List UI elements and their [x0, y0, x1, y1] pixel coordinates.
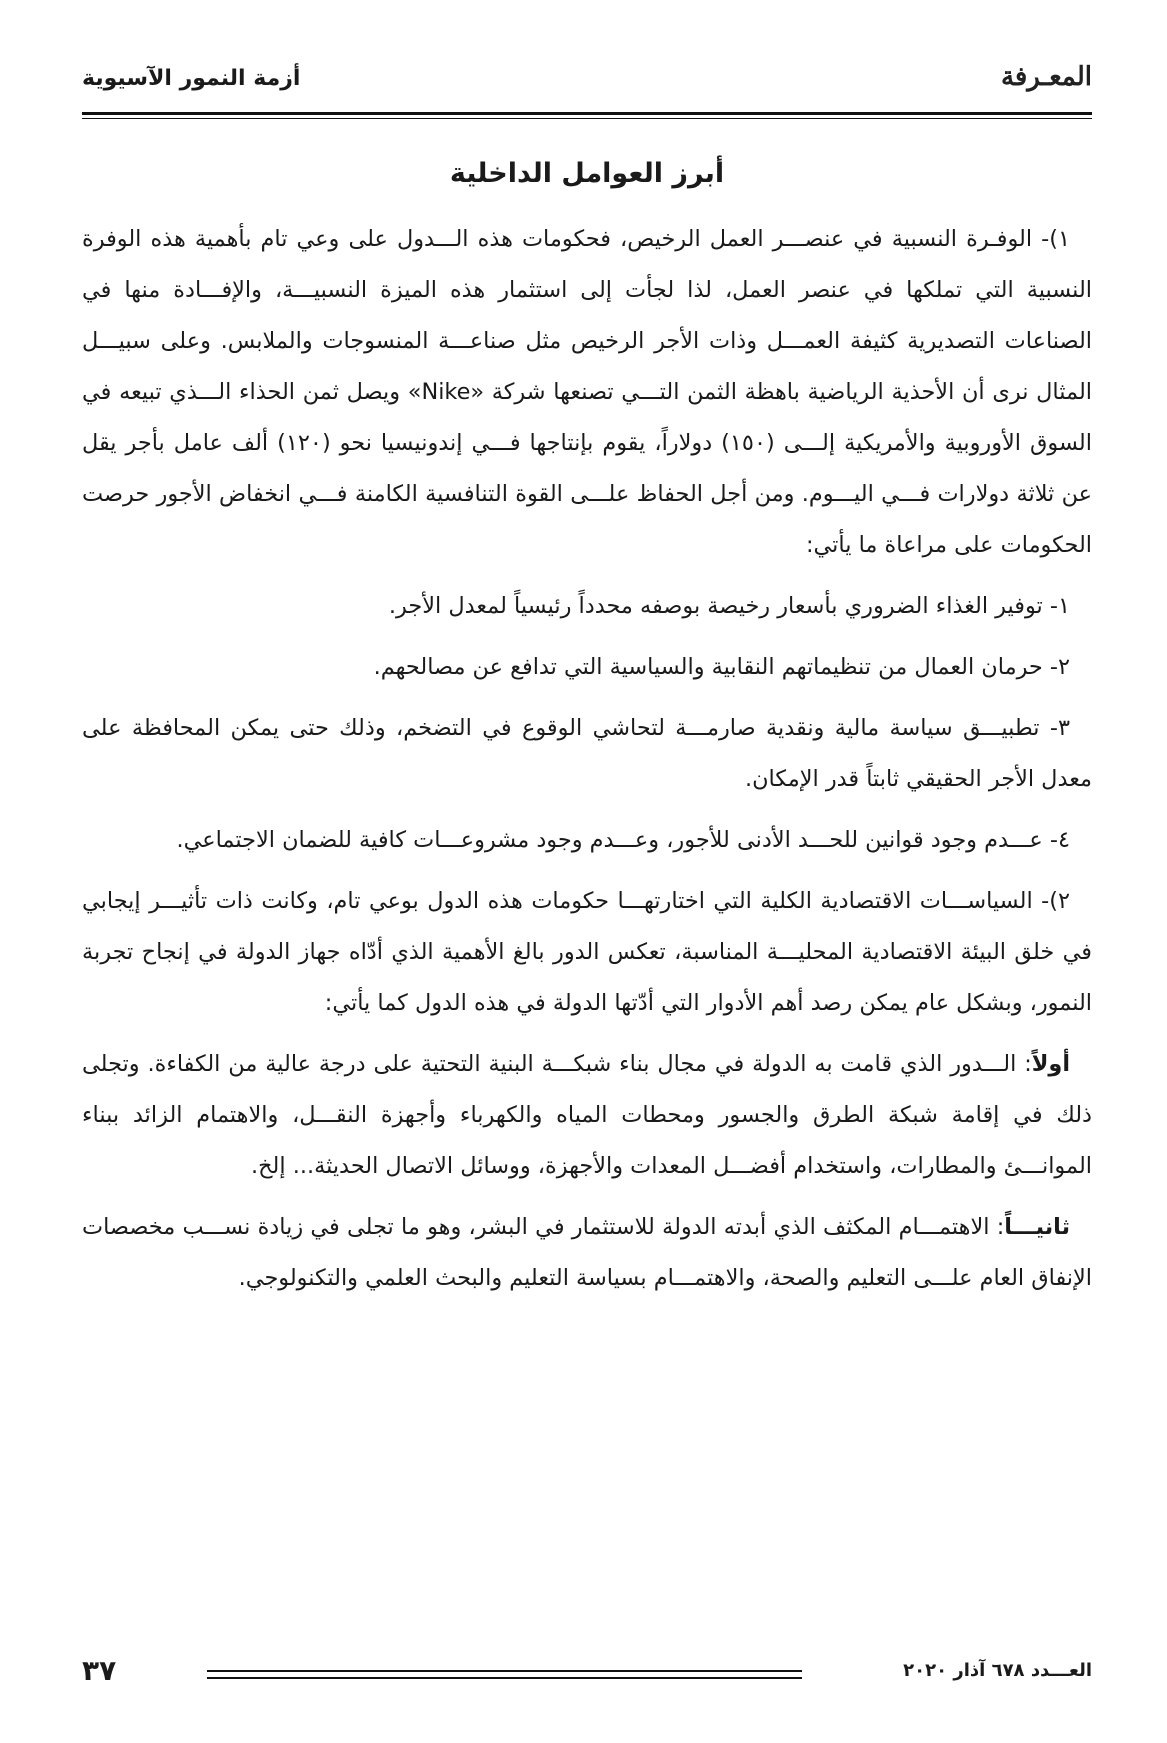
list-item-3: ٣- تطبيـــق سياسة مالية ونقدية صارمـــة لتحاشي الوقوع في التضخم، وذلك حتى يمكن المحافظة على معدل الأجر الحقيقي ثابتاً قدر الإمكان.	[82, 715, 1092, 792]
paragraph-second	[82, 1202, 1092, 1304]
list-item-1: ١- توفير الغذاء الضروري بأسعار رخيصة بوصفه محدداً رئيسياً لمعدل الأجر.	[388, 593, 1070, 619]
paragraph-first	[82, 1039, 1092, 1192]
page-header	[82, 62, 1092, 102]
magazine-logo: المعـرفة	[1000, 62, 1092, 92]
second-label: ثانيـــاً	[1004, 1214, 1070, 1240]
footer-rule	[207, 1670, 802, 1672]
paragraph-2: ٢)- السياســـات الاقتصادية الكلية التي اختارتهـــا حكومات هذه الدول بوعي تام، وكانت ذات تأثيـــر إيجابي في خلق البيئة الاقتصادية المحليـــة المناسبة، تعكس الدور بالغ الأهمية الذي أدّاه جهاز الدولة في إنجاح تجربة النمور، وبشكل عام يمكن رصد أهم الأدوار التي أدّتها الدولة في هذه الدول كما يأتي:	[82, 888, 1092, 1016]
article-body	[82, 214, 1092, 1304]
first-label: أولاً	[1031, 1051, 1070, 1077]
list-item-2: ٢- حرمان العمال من تنظيماتهم النقابية والسياسية التي تدافع عن مصالحهم.	[373, 654, 1070, 680]
header-rule-thin	[82, 118, 1092, 119]
header-rule	[82, 112, 1092, 115]
list-item-4: ٤- عـــدم وجود قوانين للحـــد الأدنى للأجور، وعـــدم وجود مشروعـــات كافية للضمان الاجتماعي.	[176, 827, 1070, 853]
footer-rule-2	[207, 1677, 802, 1679]
first-text: : الـــدور الذي قامت به الدولة في مجال بناء شبكـــة البنية التحتية على درجة عالية من الكفاءة. وتجلى ذلك في إقامة شبكة الطرق والجسور ومحطات المياه والكهرباء وأجهزة النقـــل، والاهتمام الزائد ببناء الموانـــئ والمطارات، واستخدام أفضـــل المعدات والأجهزة، ووسائل الاتصال الحديثة... إلخ.	[82, 1051, 1092, 1179]
section-title: أبرز العوامل الداخلية	[449, 158, 725, 189]
page-footer	[82, 1654, 1092, 1690]
paragraph-1: ١)- الوفـرة النسبية في عنصـــر العمل الرخيص، فحكومات هذه الـــدول على وعي تام بأهمية هذه الوفرة النسبية التي تملكها في عنصر العمل، لذا لجأت إلى استثمار هذه الميزة النسبيـــة، والإفـــادة منها في الصناعات التصديرية كثيفة العمـــل وذات الأجر الرخيص مثل صناعـــة المنسوجات والملابس. وعلى سبيـــل المثال نرى أن الأحذية الرياضية باهظة الثمن التـــي تصنعها شركة «Nike» ويصل ثمن الحذاء الـــذي تبيعه في السوق الأوروبية والأمريكية إلـــى (١٥٠) دولاراً، يقوم بإنتاجها فـــي إندونيسيا نحو (١٢٠) ألف عامل بأجر يقل عن ثلاثة دولارات فـــي اليـــوم. ومن أجل الحفاظ علـــى القوة التنافسية الكامنة فـــي انخفاض الأجور حرصت الحكومات على مراعاة ما يأتي:	[82, 226, 1092, 558]
issue-info: العـــدد ٦٧٨ آذار ٢٠٢٠	[903, 1660, 1092, 1681]
running-title: أزمة النمور الآسيوية	[82, 66, 301, 91]
page-number: ٣٧	[82, 1654, 117, 1687]
second-text: : الاهتمـــام المكثف الذي أبدته الدولة للاستثمار في البشر، وهو ما تجلى في زيادة نســـب مخصصات الإنفاق العام علـــى التعليم والصحة، والاهتمـــام بسياسة التعليم والبحث العلمي والتكنولوجي.	[82, 1214, 1092, 1291]
